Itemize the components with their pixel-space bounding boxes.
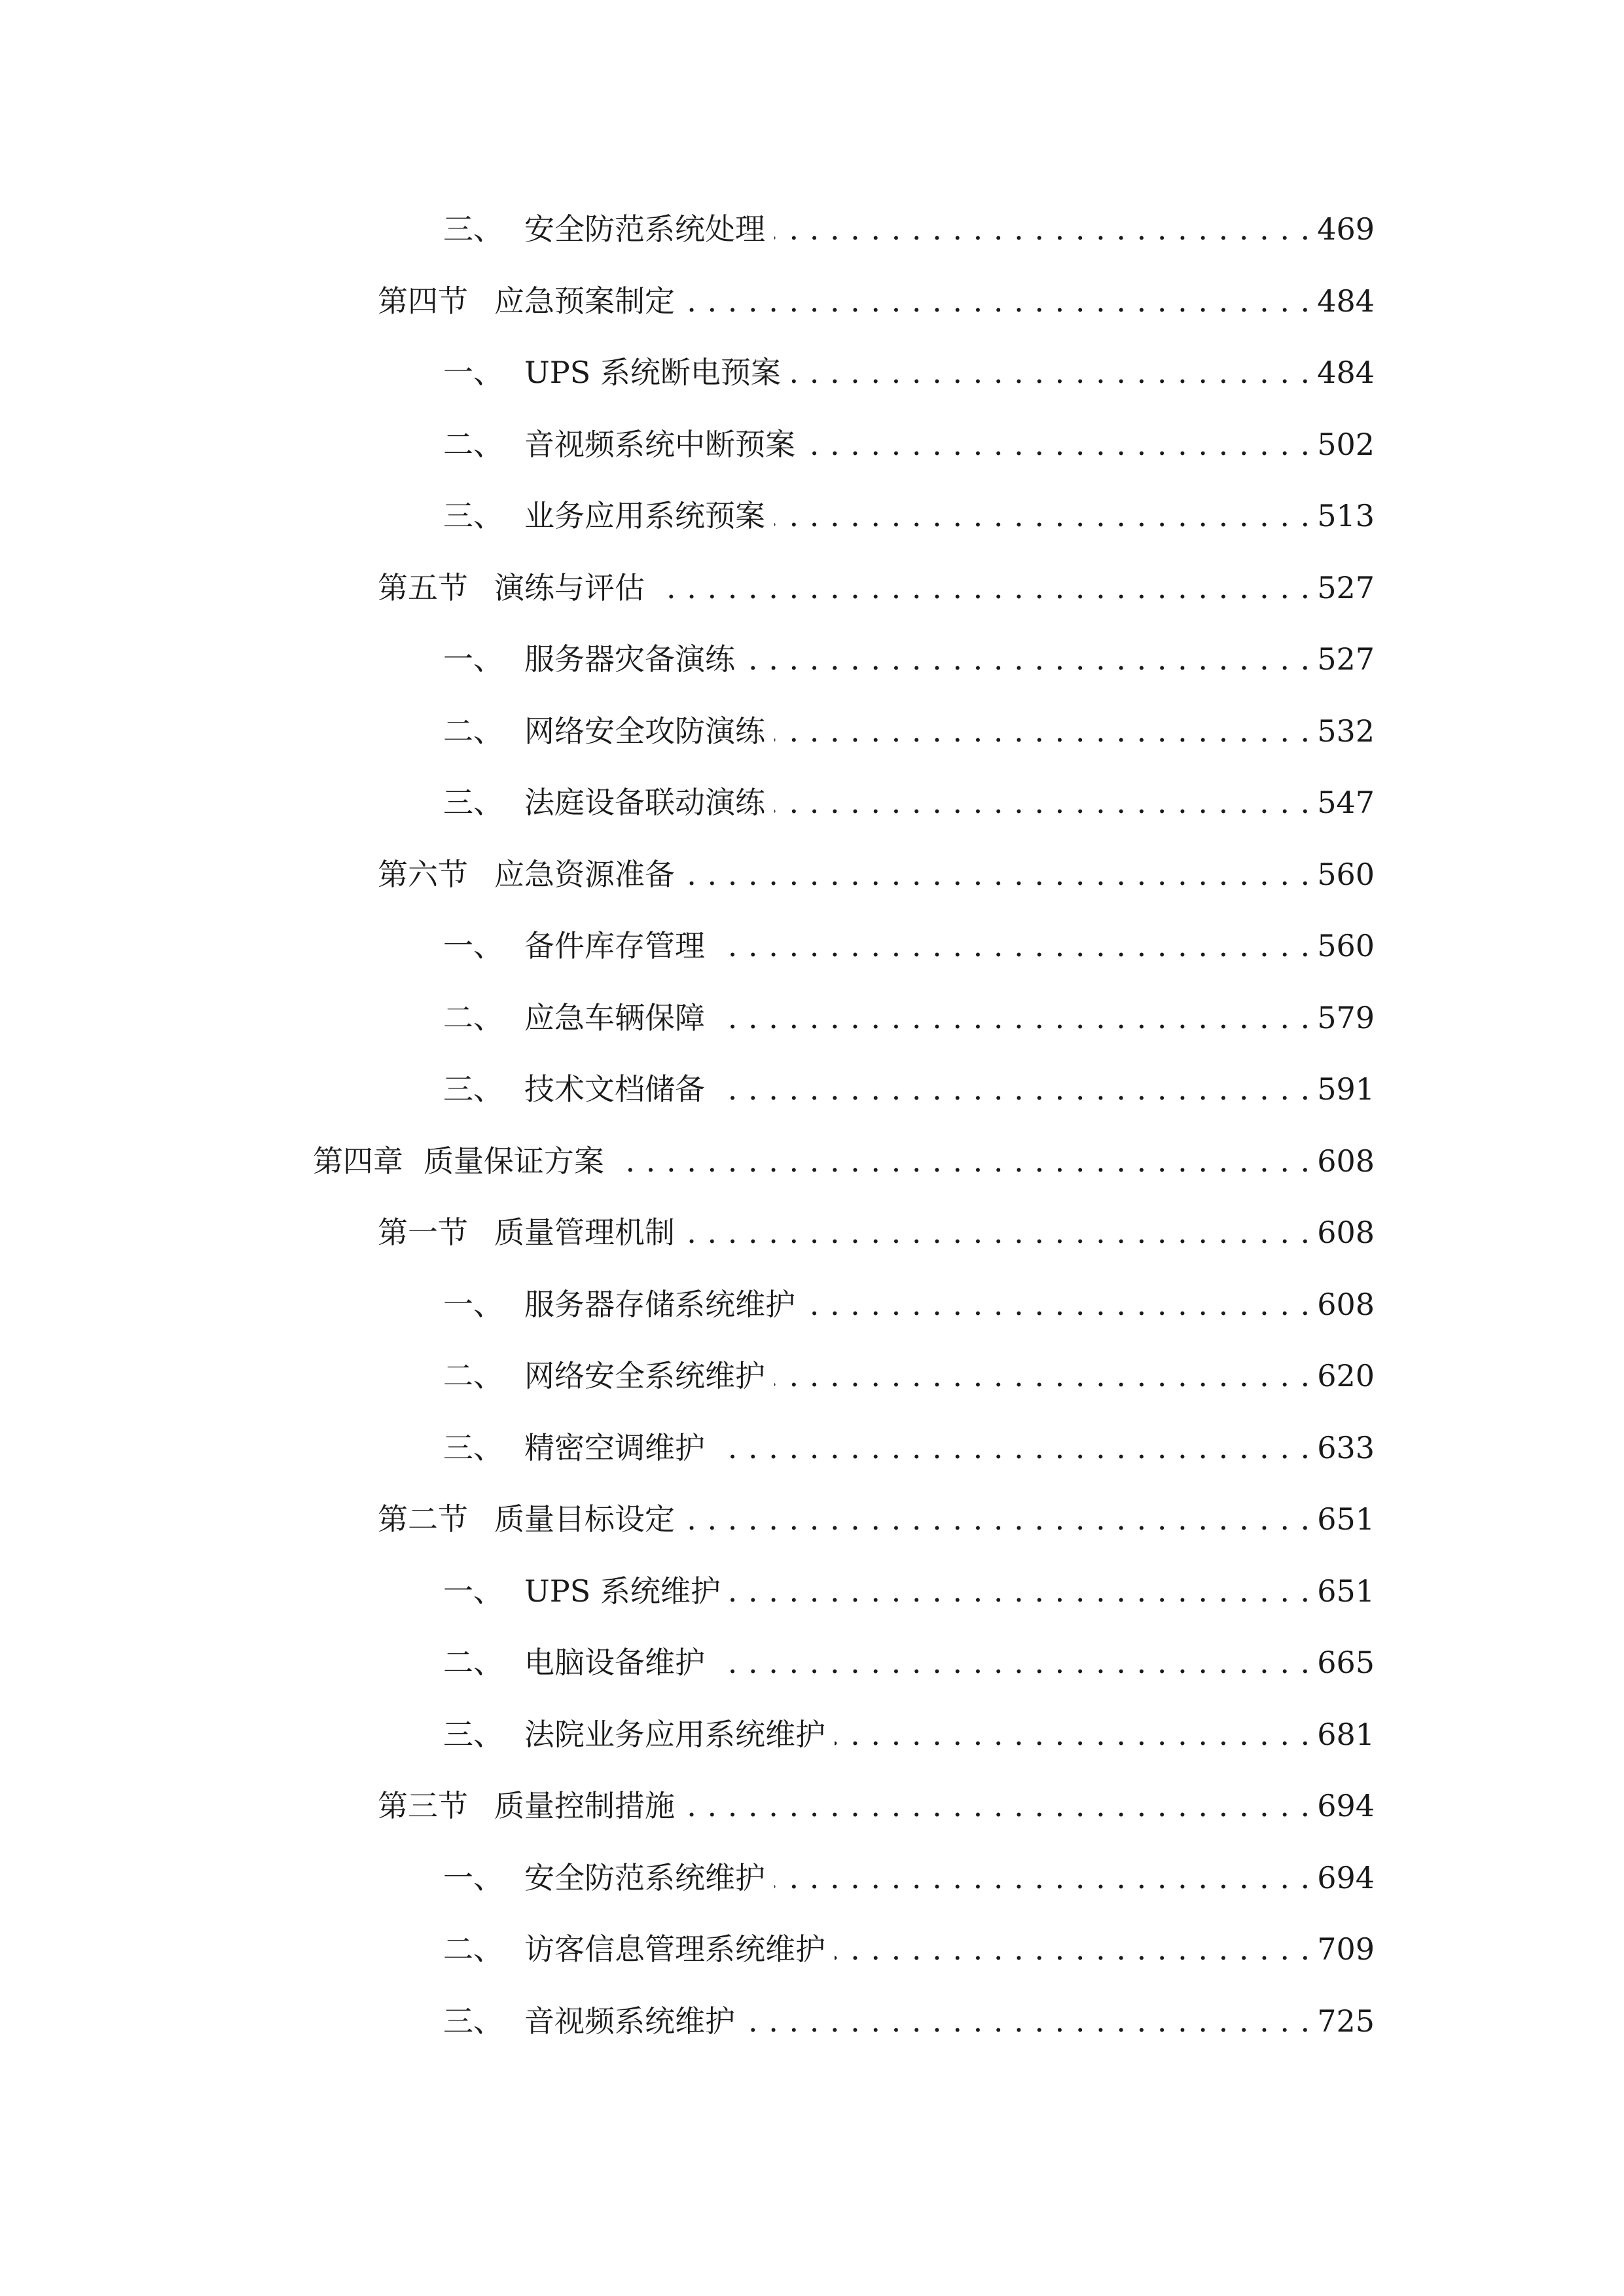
toc-entry[interactable]	[443, 920, 1375, 972]
toc-entry-title: 网络安全攻防演练	[524, 713, 765, 749]
toc-entry[interactable]	[443, 776, 1375, 829]
toc-entry-title: 音视频系统中断预案	[524, 427, 795, 462]
toc-entry-page: 665	[1317, 1645, 1375, 1680]
toc-dot-leader	[774, 1350, 1310, 1402]
toc-entry-title: UPS 系统维护	[524, 1573, 721, 1609]
toc-entry-title: 访客信息管理系统维护	[524, 1931, 825, 1967]
toc-entry-number: 第五节	[378, 570, 468, 605]
toc-entry-number: 二、	[443, 713, 503, 749]
toc-entry-title: 演练与评估	[494, 570, 645, 605]
toc-dot-leader	[730, 1565, 1310, 1617]
toc-entry[interactable]	[313, 1135, 1375, 1187]
toc-dot-leader	[804, 1278, 1310, 1331]
toc-entry[interactable]	[443, 1565, 1375, 1617]
toc-entry-title: 备件库存管理	[524, 928, 705, 963]
toc-dot-leader	[835, 1708, 1310, 1761]
toc-dot-leader	[714, 920, 1310, 972]
toc-entry-number: 三、	[443, 1717, 503, 1752]
toc-entry[interactable]	[443, 1422, 1375, 1474]
toc-entry-page: 560	[1317, 857, 1375, 892]
toc-dot-leader	[613, 1135, 1310, 1187]
toc-dot-leader	[654, 562, 1310, 614]
toc-dot-leader	[684, 1780, 1310, 1832]
toc-entry-number: 二、	[443, 427, 503, 462]
toc-entry-number: 三、	[443, 785, 503, 820]
toc-dot-leader	[774, 203, 1310, 255]
toc-entry-page: 527	[1317, 641, 1375, 677]
toc-dot-leader	[714, 1636, 1310, 1689]
toc-dot-leader	[714, 1422, 1310, 1474]
toc-dot-leader	[744, 633, 1310, 685]
toc-entry-title: 精密空调维护	[524, 1430, 705, 1465]
toc-dot-leader	[684, 1206, 1310, 1259]
toc-entry[interactable]	[378, 848, 1375, 901]
toc-dot-leader	[684, 848, 1310, 901]
toc-entry[interactable]	[443, 705, 1375, 757]
toc-entry-number: 第四章	[313, 1143, 403, 1179]
toc-entry[interactable]	[443, 1350, 1375, 1402]
toc-dot-leader	[790, 346, 1310, 399]
toc-entry-page: 608	[1317, 1143, 1375, 1179]
toc-entry[interactable]	[443, 346, 1375, 399]
toc-entry-number: 三、	[443, 2003, 503, 2039]
toc-entry[interactable]	[378, 1206, 1375, 1259]
toc-entry-page: 560	[1317, 928, 1375, 963]
toc-entry-number: 一、	[443, 641, 503, 677]
toc-entry-title: 法院业务应用系统维护	[524, 1717, 825, 1752]
toc-entry-title: 电脑设备维护	[524, 1645, 705, 1680]
toc-dot-leader	[774, 490, 1310, 542]
toc-entry-title: 质量控制措施	[494, 1788, 675, 1823]
toc-entry[interactable]	[378, 1780, 1375, 1832]
toc-entry-number: 二、	[443, 1358, 503, 1393]
toc-entry-page: 608	[1317, 1287, 1375, 1322]
toc-entry-title: UPS 系统断电预案	[524, 355, 781, 390]
toc-entry-number: 三、	[443, 1071, 503, 1107]
toc-entry[interactable]	[443, 1708, 1375, 1761]
toc-entry-number: 第四节	[378, 283, 468, 319]
toc-entry[interactable]	[443, 1995, 1375, 2047]
toc-entry-page: 694	[1317, 1860, 1375, 1895]
toc-entry[interactable]	[443, 490, 1375, 542]
toc-entry-number: 第六节	[378, 857, 468, 892]
toc-entry[interactable]	[378, 275, 1375, 327]
toc-entry-page: 484	[1317, 355, 1375, 390]
toc-entry[interactable]	[443, 1636, 1375, 1689]
toc-dot-leader	[684, 275, 1310, 327]
toc-dot-leader	[714, 1063, 1310, 1115]
toc-entry-page: 591	[1317, 1071, 1375, 1107]
toc-entry-number: 第一节	[378, 1215, 468, 1250]
toc-entry-page: 513	[1317, 498, 1375, 533]
toc-entry-number: 二、	[443, 1645, 503, 1680]
toc-entry[interactable]	[443, 1923, 1375, 1975]
toc-entry-number: 二、	[443, 1931, 503, 1967]
toc-entry-title: 应急预案制定	[494, 283, 675, 319]
toc-entry-number: 第二节	[378, 1501, 468, 1537]
toc-entry-number: 三、	[443, 211, 503, 247]
toc-entry-page: 694	[1317, 1788, 1375, 1823]
toc-entry-page: 527	[1317, 570, 1375, 605]
toc-entry-title: 质量目标设定	[494, 1501, 675, 1537]
toc-entry-page: 681	[1317, 1717, 1375, 1752]
toc-entry[interactable]	[443, 992, 1375, 1044]
toc-entry-number: 一、	[443, 928, 503, 963]
toc-entry-number: 二、	[443, 1000, 503, 1035]
toc-entry-page: 469	[1317, 211, 1375, 247]
toc-entry-title: 服务器存储系统维护	[524, 1287, 795, 1322]
toc-entry-title: 服务器灾备演练	[524, 641, 735, 677]
toc-entry-title: 安全防范系统维护	[524, 1860, 765, 1895]
toc-entry-title: 应急资源准备	[494, 857, 675, 892]
toc-dot-leader	[835, 1923, 1310, 1975]
toc-dot-leader	[774, 1852, 1310, 1904]
toc-entry-page: 633	[1317, 1430, 1375, 1465]
toc-entry-number: 三、	[443, 1430, 503, 1465]
toc-entry[interactable]	[378, 1493, 1375, 1545]
toc-entry-number: 一、	[443, 1860, 503, 1895]
toc-entry-title: 法庭设备联动演练	[524, 785, 765, 820]
toc-entry[interactable]	[443, 633, 1375, 685]
toc-dot-leader	[774, 705, 1310, 757]
toc-entry-title: 音视频系统维护	[524, 2003, 735, 2039]
toc-entry-title: 质量保证方案	[424, 1143, 604, 1179]
toc-entry-number: 一、	[443, 1287, 503, 1322]
toc-entry-page: 532	[1317, 713, 1375, 749]
toc-dot-leader	[804, 418, 1310, 471]
toc-entry-title: 应急车辆保障	[524, 1000, 705, 1035]
toc-entry-title: 安全防范系统处理	[524, 211, 765, 247]
toc-dot-leader	[774, 776, 1310, 829]
toc-entry[interactable]	[378, 562, 1375, 614]
toc-entry[interactable]	[443, 1278, 1375, 1331]
toc-entry-title: 网络安全系统维护	[524, 1358, 765, 1393]
toc-entry-title: 业务应用系统预案	[524, 498, 765, 533]
toc-dot-leader	[714, 992, 1310, 1044]
toc-dot-leader	[684, 1493, 1310, 1545]
toc-entry-page: 608	[1317, 1215, 1375, 1250]
toc-entry-page: 709	[1317, 1931, 1375, 1967]
toc-dot-leader	[744, 1995, 1310, 2047]
toc-entry-page: 620	[1317, 1358, 1375, 1393]
toc-entry-number: 一、	[443, 1573, 503, 1609]
toc-entry[interactable]	[443, 203, 1375, 255]
toc-entry[interactable]	[443, 418, 1375, 471]
toc-entry-number: 第三节	[378, 1788, 468, 1823]
toc-entry-page: 502	[1317, 427, 1375, 462]
toc-entry-title: 质量管理机制	[494, 1215, 675, 1250]
toc-entry-title: 技术文档储备	[524, 1071, 705, 1107]
toc-entry-page: 579	[1317, 1000, 1375, 1035]
toc-entry-page: 484	[1317, 283, 1375, 319]
toc-entry-page: 547	[1317, 785, 1375, 820]
toc-entry[interactable]	[443, 1063, 1375, 1115]
toc-entry-number: 一、	[443, 355, 503, 390]
toc-entry[interactable]	[443, 1852, 1375, 1904]
toc-entry-page: 725	[1317, 2003, 1375, 2039]
toc-entry-number: 三、	[443, 498, 503, 533]
toc-entry-page: 651	[1317, 1501, 1375, 1537]
toc-entry-page: 651	[1317, 1573, 1375, 1609]
